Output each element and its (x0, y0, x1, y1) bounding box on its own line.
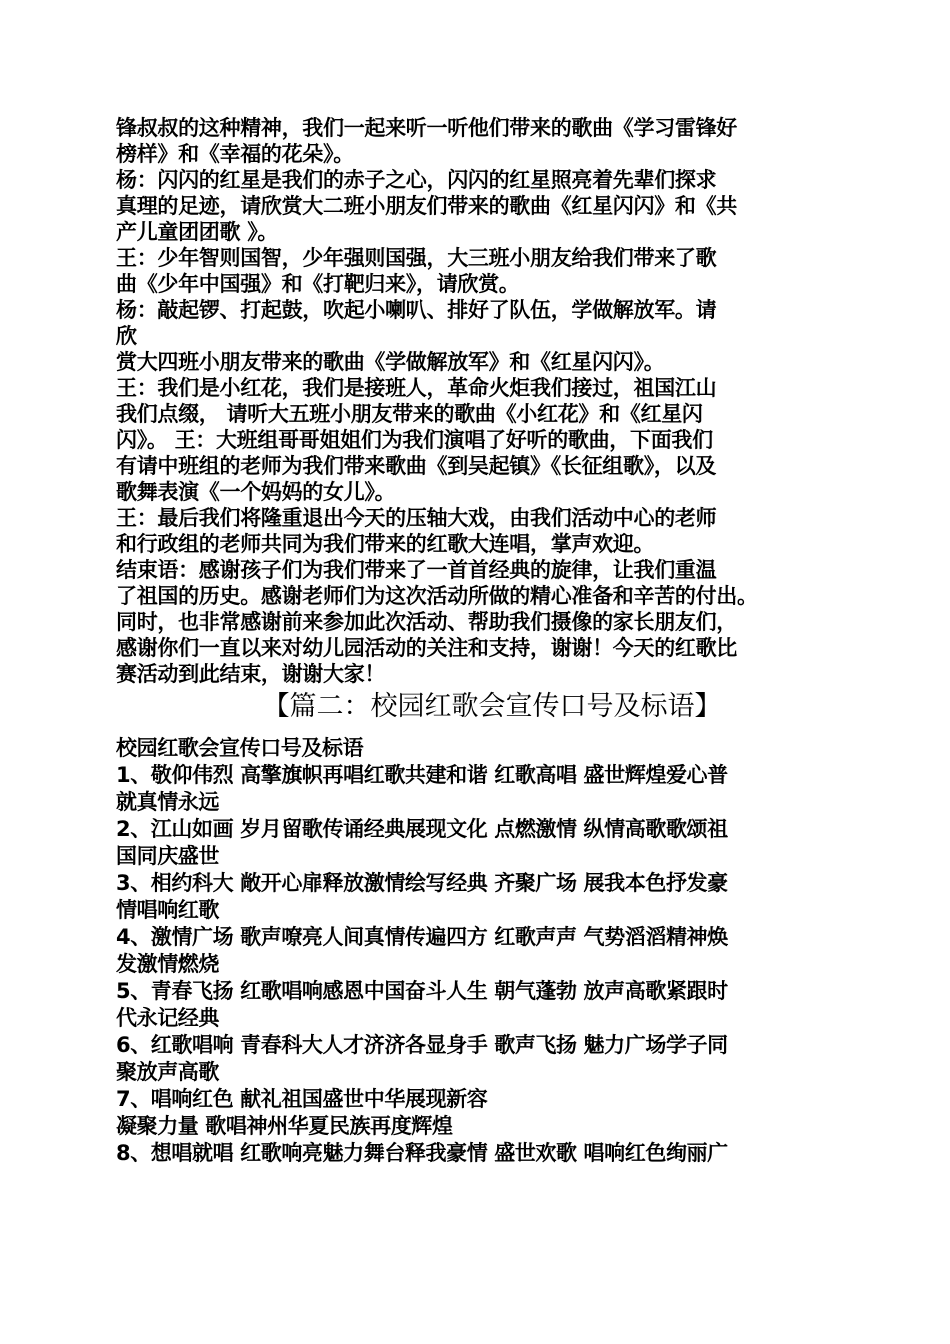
text-line: 王：少年智则国智，少年强则国强，大三班小朋友给我们带来了歌 (116, 246, 717, 270)
slogan-line: 凝聚力量 歌唱神州华夏民族再度辉煌 (116, 1114, 453, 1138)
slogan-line: 2、江山如画 岁月留歌传诵经典展现文化 点燃激情 纵情高歌歌颂祖 (116, 817, 728, 841)
slogan-line: 3、相约科大 敞开心扉释放激情绘写经典 齐聚广场 展我本色抒发豪 (116, 871, 728, 895)
slogan-line: 情唱响红歌 (116, 898, 219, 922)
text-line: 感谢你们一直以来对幼儿园活动的关注和支持，谢谢！今天的红歌比 (116, 636, 737, 660)
slogan-line: 7、唱响红色 献礼祖国盛世中华展现新容 (116, 1087, 488, 1111)
slogan-line: 4、激情广场 歌声嘹亮人间真情传遍四方 红歌声声 气势滔滔精神焕 (116, 925, 728, 949)
slogan-list (116, 735, 846, 1167)
document-page (116, 115, 846, 1167)
text-line: 锋叔叔的这种精神，我们一起来听一听他们带来的歌曲《学习雷锋好 (116, 116, 737, 140)
slogan-line: 校园红歌会宣传口号及标语 (116, 736, 364, 760)
text-line: 杨：闪闪的红星是我们的赤子之心，闪闪的红星照亮着先辈们探求 (116, 168, 717, 192)
slogan-line: 聚放声高歌 (116, 1060, 219, 1084)
text-line: 同时，也非常感谢前来参加此次活动、帮助我们摄像的家长朋友们， (116, 610, 737, 634)
text-line: 王：最后我们将隆重退出今天的压轴大戏，由我们活动中心的老师 (116, 506, 717, 530)
text-line: 真理的足迹，请欣赏大二班小朋友们带来的歌曲《红星闪闪》和《共 (116, 194, 737, 218)
section-heading: 【篇二：校园红歌会宣传口号及标语】 (262, 691, 722, 722)
slogan-line: 1、敬仰伟烈 高擎旗帜再唱红歌共建和谐 红歌高唱 盛世辉煌爱心普 (116, 763, 728, 787)
text-line: 王：我们是小红花，我们是接班人，革命火炬我们接过，祖国江山 (116, 376, 717, 400)
slogan-line: 就真情永远 (116, 790, 219, 814)
text-line: 榜样》和《幸福的花朵》。 (116, 142, 354, 166)
text-line: 结束语：感谢孩子们为我们带来了一首首经典的旋律，让我们重温 (116, 558, 717, 582)
text-line: 产儿童团团歌 》。 (116, 220, 279, 244)
slogan-line: 8、想唱就唱 红歌响亮魅力舞台释我豪情 盛世欢歌 唱响红色绚丽广 (116, 1141, 728, 1165)
text-line: 赏大四班小朋友带来的歌曲《学做解放军》和《红星闪闪》。 (116, 350, 665, 374)
text-line: 闪》。 王：大班组哥哥姐姐们为我们演唱了好听的歌曲，下面我们 (116, 428, 713, 452)
text-line: 赛活动到此结束，谢谢大家！ (116, 662, 386, 686)
text-line: 和行政组的老师共同为我们带来的红歌大连唱，掌声欢迎。 (116, 532, 655, 556)
text-line: 歌舞表演《一个妈妈的女儿》。 (116, 480, 396, 504)
text-line: 杨：敲起锣、打起鼓，吹起小喇叭、排好了队伍，学做解放军。请 (116, 298, 717, 322)
slogan-line: 6、红歌唱响 青春科大人才济济各显身手 歌声飞扬 魅力广场学子同 (116, 1033, 728, 1057)
text-line: 我们点缀， 请听大五班小朋友带来的歌曲《小红花》和《红星闪 (116, 402, 703, 426)
slogan-line: 国同庆盛世 (116, 844, 219, 868)
slogan-line: 代永记经典 (116, 1006, 219, 1030)
program-script-text (116, 115, 846, 687)
text-line: 曲《少年中国强》和《打靶归来》，请欣赏。 (116, 272, 520, 296)
slogan-line: 发激情燃烧 (116, 952, 219, 976)
text-line: 了祖国的历史。感谢老师们为这次活动所做的精心准备和辛苦的付出。 (116, 584, 758, 608)
text-line: 欣 (116, 324, 137, 348)
slogan-line: 5、青春飞扬 红歌唱响感恩中国奋斗人生 朝气蓬勃 放声高歌紧跟时 (116, 979, 728, 1003)
text-line: 有请中班组的老师为我们带来歌曲《到吴起镇》《长征组歌》，以及 (116, 454, 716, 478)
